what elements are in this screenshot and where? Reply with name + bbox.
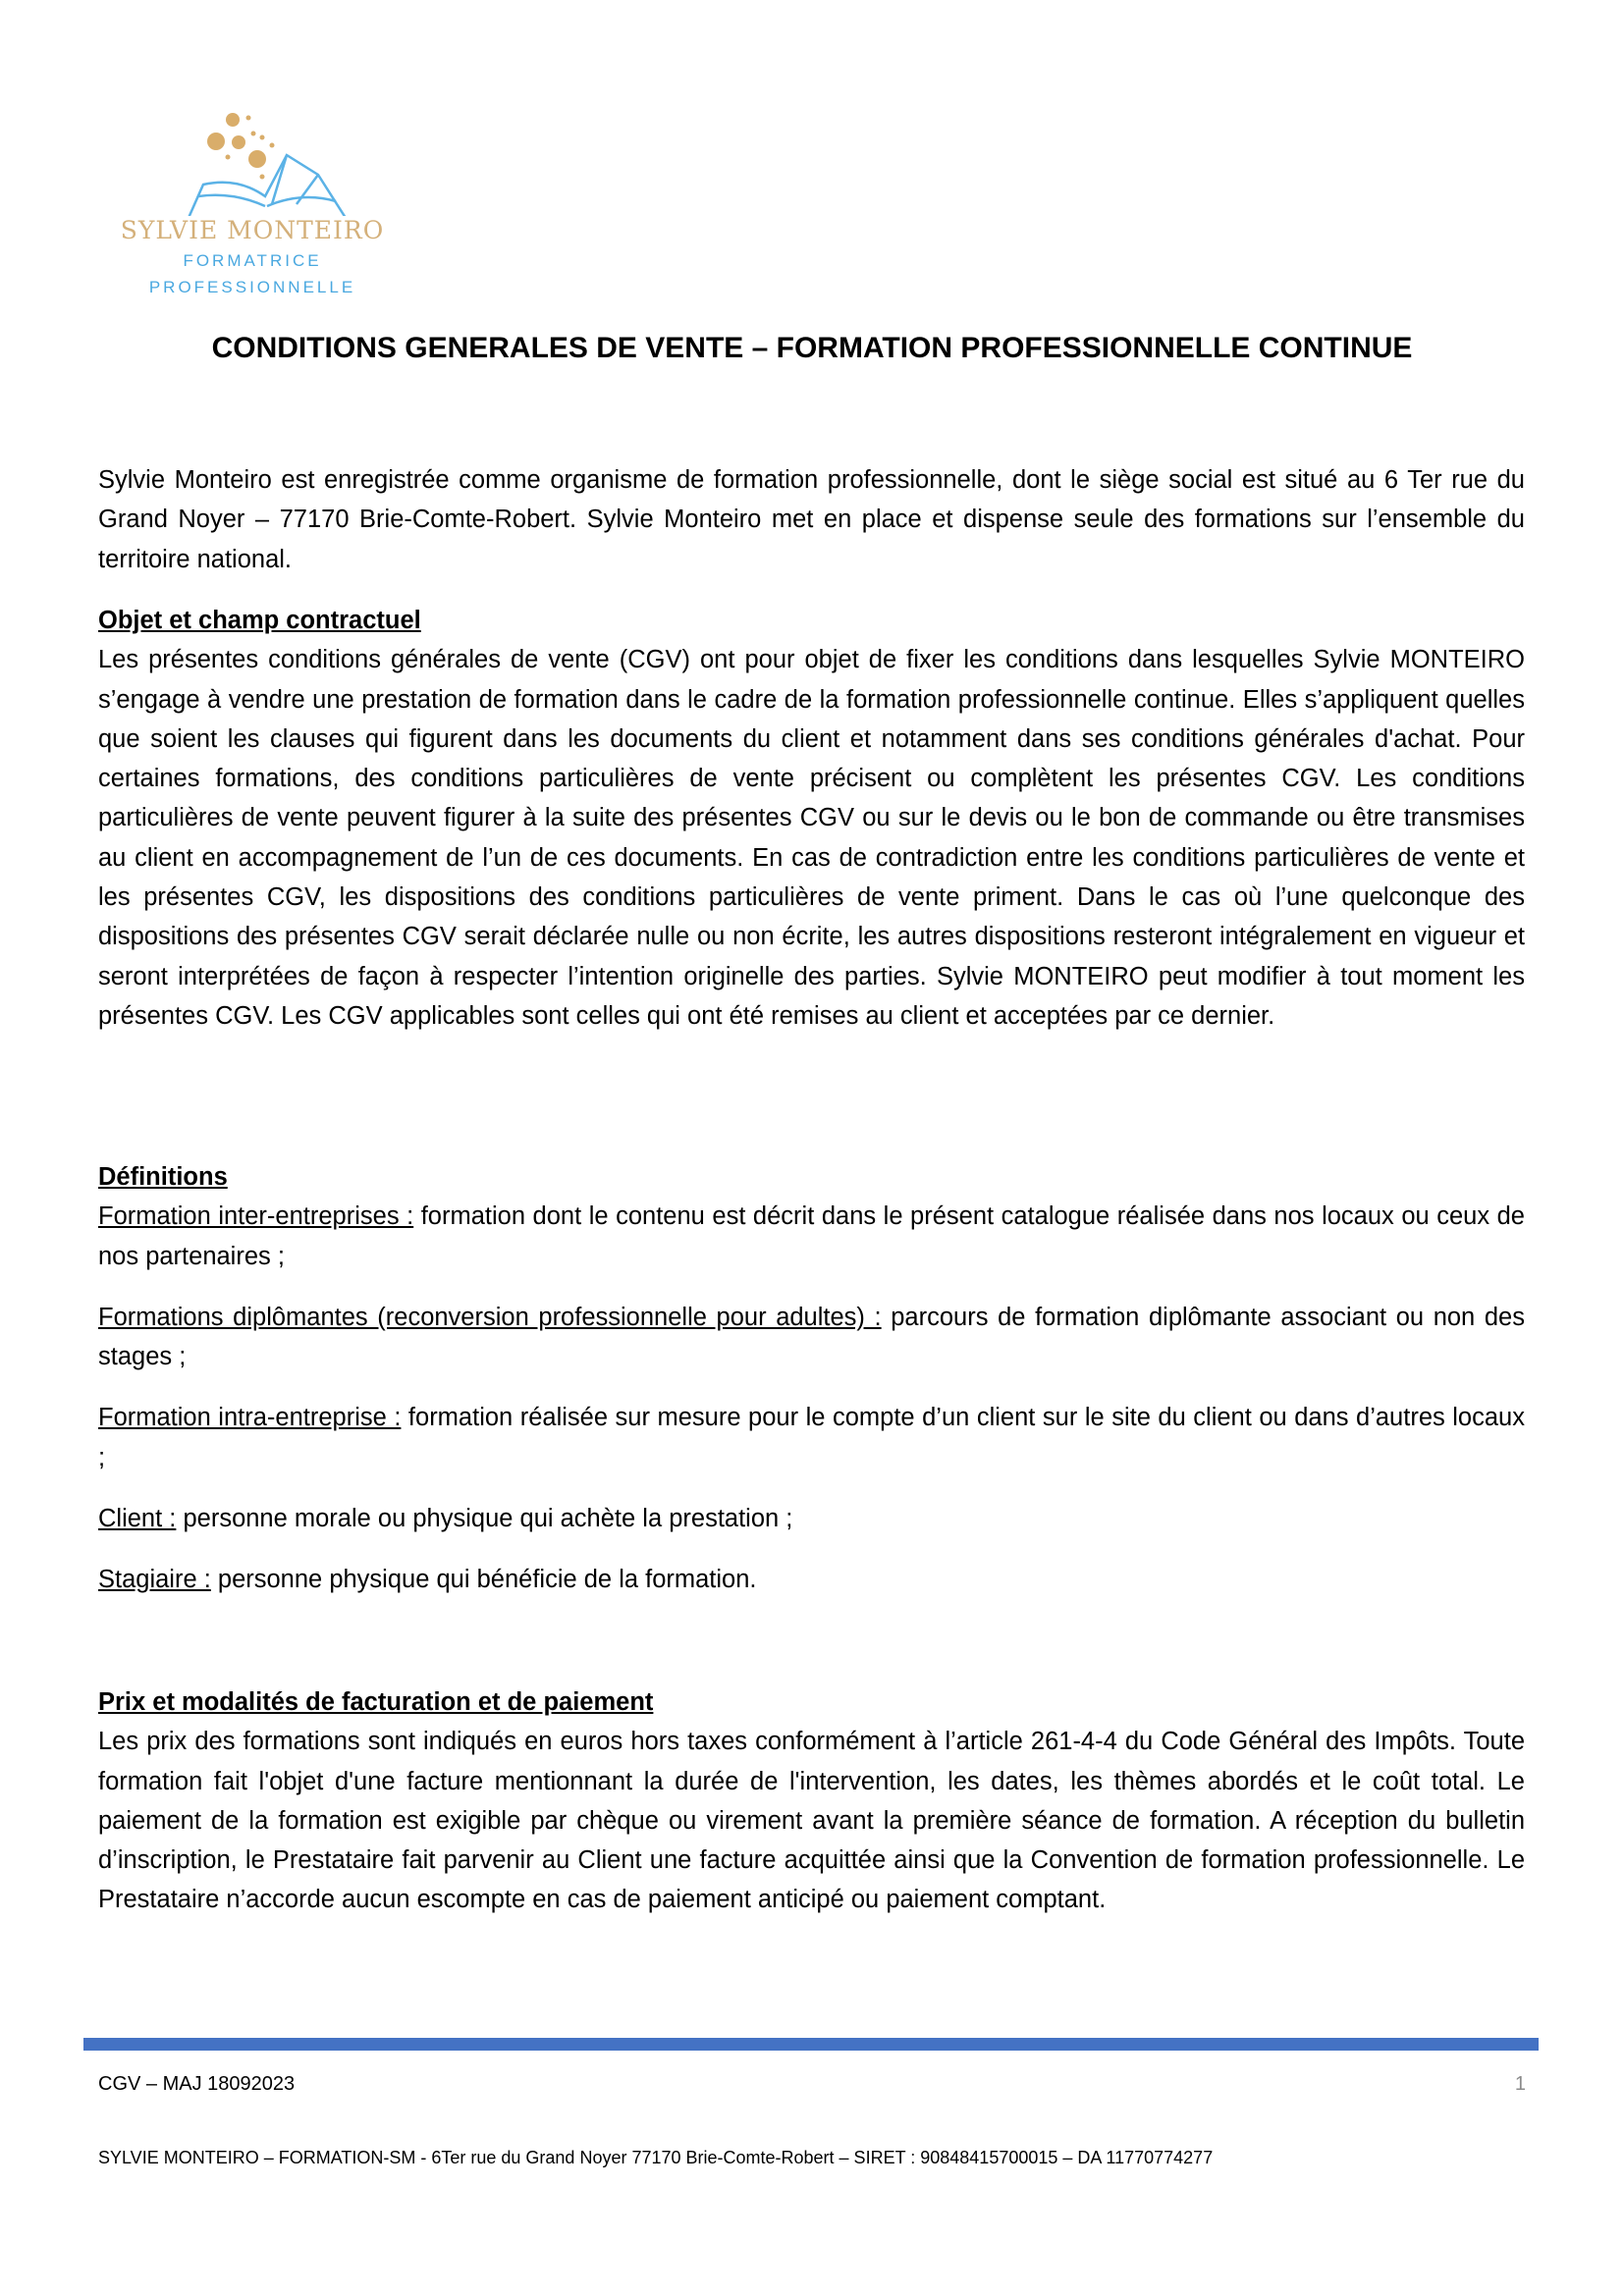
definition-text: formation réalisée sur mesure pour le compte d’un client sur le site du client ou dans d’autres locaux ; bbox=[98, 1404, 1525, 1471]
section-heading: Définitions bbox=[98, 1163, 228, 1191]
definition-text: formation dont le contenu est décrit dans le présent catalogue réalisée dans nos locaux ou ceux de nos partenaires ; bbox=[98, 1202, 1525, 1270]
definition-text: personne physique qui bénéficie de la formation. bbox=[210, 1566, 757, 1594]
document-title: CONDITIONS GENERALES DE VENTE – FORMATION PROFESSIONNELLE CONTINUE bbox=[211, 332, 1413, 364]
intro-paragraph bbox=[98, 460, 1525, 579]
logo-line3: PROFESSIONNELLE bbox=[148, 278, 356, 296]
section-definitions bbox=[98, 1157, 1525, 1600]
book-stars-icon bbox=[110, 98, 395, 216]
definition-term: Formations diplômantes (reconversion professionnelle pour adultes) : bbox=[98, 1303, 882, 1331]
logo-name: SYLVIE MONTEIRO bbox=[120, 216, 385, 244]
footer-version: CGV – MAJ 18092023 bbox=[98, 2073, 296, 2095]
definition-term: Client : bbox=[98, 1505, 177, 1533]
footer-address: SYLVIE MONTEIRO – FORMATION-SM - 6Ter rue du Grand Noyer 77170 Brie-Comte-Robert – SIRET : 90848415700015 – DA 11770774277 bbox=[98, 2148, 1214, 2167]
company-logo bbox=[110, 98, 395, 304]
definition-item bbox=[98, 1298, 1525, 1377]
definition-item bbox=[98, 1499, 1525, 1538]
definition-text: personne morale ou physique qui achète la prestation ; bbox=[176, 1505, 793, 1533]
definition-term: Formation intra-entreprise : bbox=[98, 1404, 402, 1432]
logo-line2: FORMATRICE bbox=[183, 251, 322, 270]
definition-text: parcours de formation diplômante associant ou non des stages ; bbox=[98, 1303, 1525, 1371]
section-prix bbox=[98, 1682, 1525, 1920]
section-body: Les présentes conditions générales de vente (CGV) ont pour objet de fixer les conditions dans lesquelles Sylvie MONTEIRO s’engage à vendre une prestation de formation dans le cadre de la formation professionnelle continue. Elles s’appliquent quelles que soient les clauses qui figurent dans les documents du client et notamment dans ses conditions générales d'achat. Pour certaines formations, des conditions particulières de vente précisent ou complètent les présentes CGV. Les conditions particulières de vente peuvent figurer à la suite des présentes CGV ou sur le devis ou le bon de commande ou être transmises au client en accompagnement de l’un de ces documents. En cas de contradiction entre les conditions particulières de vente et les présentes CGV, les dispositions des conditions particulières de vente priment. Dans le cas où l’une quelconque des dispositions des présentes CGV serait déclarée nulle ou non écrite, les autres dispositions resteront intégralement en vigueur et seront interprétées de façon à respecter l’intention originelle des parties. Sylvie MONTEIRO peut modifier à tout moment les présentes CGV. Les CGV applicables sont celles qui ont été remises au client et acceptées par ce dernier. bbox=[98, 646, 1525, 1030]
section-body: Les prix des formations sont indiqués en euros hors taxes conformément à l’article 261-4-4 du Code Général des Impôts. Toute formation fait l'objet d'une facture mentionnant la durée de l'intervention, les dates, les thèmes abordés et le coût total. Le paiement de la formation est exigible par chèque ou virement avant la première séance de formation. A réception du bulletin d’inscription, le Prestataire fait parvenir au Client une facture acquittée ainsi que la Convention de formation professionnelle. Le Prestataire n’accorde aucun escompte en cas de paiement anticipé ou paiement comptant. bbox=[98, 1728, 1525, 1914]
definition-item bbox=[98, 1560, 1525, 1599]
section-objet bbox=[98, 601, 1525, 1036]
footer-divider-bar bbox=[83, 2038, 1539, 2051]
definition-term: Formation inter-entreprises : bbox=[98, 1202, 414, 1231]
section-heading: Prix et modalités de facturation et de paiement bbox=[98, 1688, 654, 1716]
section-heading: Objet et champ contractuel bbox=[98, 607, 421, 634]
intro-text: Sylvie Monteiro est enregistrée comme organisme de formation professionnelle, dont le siège social est situé au 6 Ter rue du Grand Noyer – 77170 Brie-Comte-Robert. Sylvie Monteiro met en place et dispense seule des formations sur l’ensemble du territoire national. bbox=[98, 466, 1525, 573]
definition-item bbox=[98, 1398, 1525, 1477]
definition-item bbox=[98, 1197, 1525, 1276]
page-number: 1 bbox=[1514, 2073, 1526, 2095]
definition-term: Stagiaire : bbox=[98, 1566, 211, 1594]
